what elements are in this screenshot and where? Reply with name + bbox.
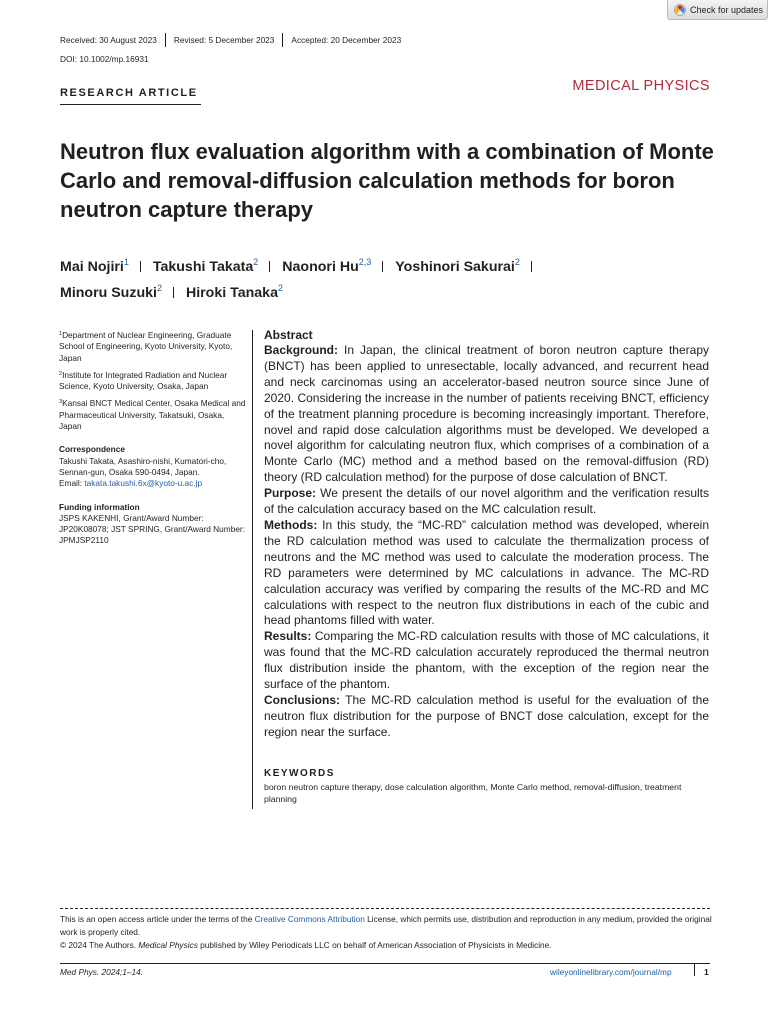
abstract-background: Background: In Japan, the clinical treatment of boron neutron capture therapy (BNCT) has been applied to unresectable, locally advanced, and recurrent head and neck carcinomas using an accelerator-based neutron source since June of 2020. Considering the increase in the number of patients receiving BNCT, efficiency of the treatment planning procedure is becoming increasingly important. Therefore, novel and rapid dose calculation algorithms must be developed. We developed a novel algorithm for calculating neutron flux, which comprises of a combination of a Monte Carlo (MC) method and a method based on the removal-diffusion (RD) theory (RD calculation method) for the purpose of dose calculation of BNCT.: [264, 343, 709, 485]
keywords: [264, 767, 714, 805]
journal-brand: MEDICAL PHYSICS: [572, 78, 710, 94]
abstract-body: [264, 343, 709, 741]
copyright-line: © 2024 The Authors. Medical Physics published by Wiley Periodicals LLC on behalf of American Association of Physicists in Medicine.: [60, 940, 552, 950]
date-divider: [282, 33, 283, 47]
abstract-methods: Methods: In this study, the “MC-RD” calculation method was developed, wherein the RD calculation method was used to calculate the thermalization process of neutrons and the MC method was used to calculate the moderation process. The RD parameters were determined by MC calculations in advance. The MC-RD calculation accuracy was verified by comparing the results of the MC-RD and MC calculations with respect to the neutron flux distributions in each of the cubic and head phantoms filled with water.: [264, 517, 709, 628]
sidebar-info: [59, 330, 249, 547]
abstract-results: Results: Comparing the MC-RD calculation results with those of MC calculations, it was found that the MC-RD calculation accurately reproduced the thermal neutron flux distribution inside the phantom, with the exception of the region near the surface of the phantom.: [264, 629, 709, 692]
crossmark-icon: [674, 4, 686, 16]
journal-url-link[interactable]: wileyonlinelibrary.com/journal/mp: [550, 967, 672, 977]
author-affiliation-ref[interactable]: 2,3: [358, 257, 372, 267]
affiliation: $^2$Institute for Integrated Radiation and Nuclear Science, Kyoto University, Osaka, Japan: [59, 369, 228, 392]
footer-divider: [60, 963, 710, 964]
check-for-updates-button[interactable]: [667, 0, 768, 20]
correspondence-address: Takushi Takata, Asashiro-nishi, Kumatori-cho, Sennan-gun, Osaka 590-0494, Japan.: [59, 455, 227, 477]
author[interactable]: Minoru Suzuki$^2$: [60, 283, 162, 301]
correspondence-heading: Correspondence: [59, 444, 125, 455]
funding-text: JSPS KAKENHI, Grant/Award Number: JP20K08078; JST SPRING, Grant/Award Number: JPMJSP2110: [59, 512, 245, 546]
author-affiliation-ref[interactable]: 2: [277, 283, 283, 293]
article-type-underline: [60, 104, 201, 105]
page-number: 1: [704, 967, 709, 977]
author-divider: [173, 287, 174, 298]
check-for-updates-label: Check for updates: [690, 4, 764, 15]
abstract-conclusions: Conclusions: The MC-RD calculation method is useful for the evaluation of the neutron flux distribution for the purpose of BNCT dose calculation, except for the region near the surface.: [264, 692, 709, 739]
author-list: [60, 254, 720, 306]
article-type: RESEARCH ARTICLE: [60, 87, 198, 99]
author-divider: [531, 261, 532, 272]
author-affiliation-ref[interactable]: 2: [514, 257, 520, 267]
author-affiliation-ref[interactable]: 1: [123, 257, 129, 267]
abstract: [264, 328, 709, 741]
keywords-heading: KEYWORDS: [264, 768, 335, 779]
license-line: This is an open access article under the terms of the Creative Commons Attribution License, which permits use, distribution and reproduction in any medium, provided the original work is properly cited.: [60, 914, 712, 937]
date-divider: [165, 33, 166, 47]
received-date: Received: 30 August 2023: [60, 35, 157, 45]
author-affiliation-ref[interactable]: 2: [253, 257, 259, 267]
author[interactable]: Yoshinori Sakurai$^2$: [395, 257, 520, 275]
article-dates: [60, 33, 401, 47]
author[interactable]: Hiroki Tanaka$^2$: [185, 283, 283, 301]
email-link[interactable]: takata.takushi.6x@kyoto-u.ac.jp: [84, 478, 203, 489]
doi: DOI: 10.1002/mp.16931: [60, 54, 149, 64]
author[interactable]: Takushi Takata$^2$: [152, 257, 259, 275]
article-title: Neutron flux evaluation algorithm with a combination of Monte Carlo and removal-diffusion calculation methods for boron neutron capture therapy: [60, 139, 714, 222]
keywords-list: boron neutron capture therapy, dose calculation algorithm, Monte Carlo method, removal-diffusion, treatment planning: [264, 782, 682, 804]
license-divider: [60, 908, 710, 909]
license-notice: [60, 913, 712, 952]
author[interactable]: Naonori Hu$^{2,3}$: [282, 257, 372, 275]
author-divider: [382, 261, 383, 272]
author-affiliation-ref[interactable]: 2: [156, 283, 162, 293]
column-divider: [252, 330, 253, 809]
footer-page-divider: [694, 963, 695, 976]
funding-heading: Funding information: [59, 501, 140, 512]
author-divider: [269, 261, 270, 272]
author-divider: [140, 261, 141, 272]
accepted-date: Accepted: 20 December 2023: [291, 35, 402, 45]
author[interactable]: Mai Nojiri$^1$: [60, 257, 129, 275]
correspondence-email: Email: takata.takushi.6x@kyoto-u.ac.jp: [59, 478, 203, 489]
affiliation: $^3$Kansai BNCT Medical Center, Osaka Medical and Pharmaceutical University, Takatsuki, Osaka, Japan: [59, 398, 246, 432]
abstract-heading: Abstract: [264, 328, 313, 342]
affiliation: $^1$Department of Nuclear Engineering, Graduate School of Engineering, Kyoto University, Kyoto, Japan: [59, 330, 233, 363]
footer-citation: Med Phys. 2024;1–14.: [60, 967, 144, 977]
creative-commons-link[interactable]: Creative Commons Attribution: [254, 914, 365, 924]
revised-date: Revised: 5 December 2023: [173, 35, 275, 45]
abstract-purpose: Purpose: We present the details of our novel algorithm and the verification results of the calculation accuracy based on the MC calculation result.: [264, 486, 709, 517]
